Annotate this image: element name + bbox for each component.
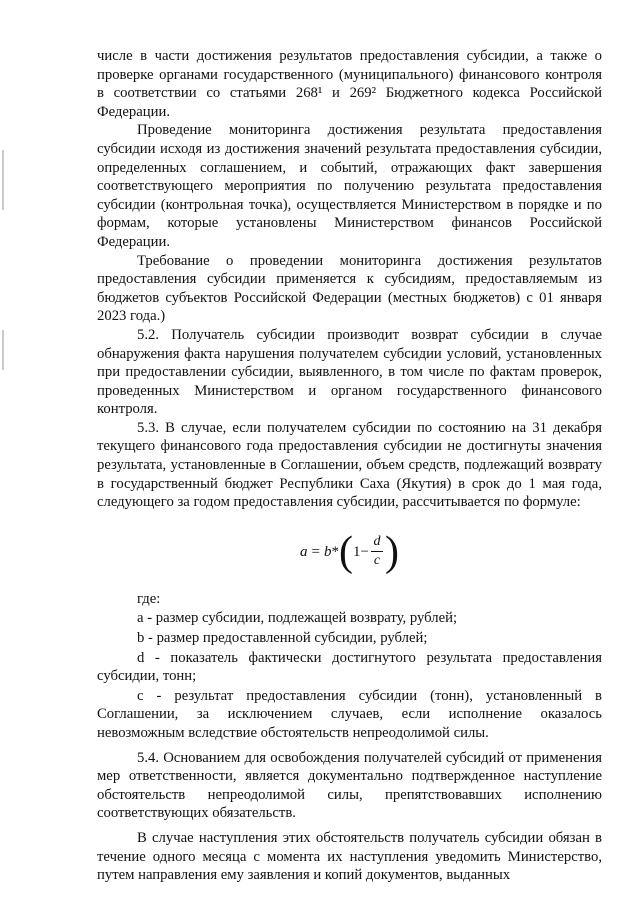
scan-edge-mark <box>2 330 4 370</box>
formula-lhs: a <box>300 543 308 560</box>
definition-b: b - размер предоставленной субсидии, рублей; <box>137 630 428 647</box>
definition-a: а - размер субсидии, подлежащей возврату, рублей; <box>137 610 458 627</box>
definition-d: d - показатель фактически достигнутого результата предоставления субсидии, тонн; <box>97 649 602 685</box>
formula-equals: = <box>311 543 320 560</box>
clause-5-3: 5.3. В случае, если получателем субсидии по состоянию на 31 декабря текущего финансового года предоставления субсидии не достигнуты значения результата, установленные в Соглашении, объем средств, подлежащий возврату в государственный бюджет Республики Саха (Якутия) в срок до 1 мая года, следующего за годом предоставления субсидии, рассчитывается по формуле: <box>97 419 602 511</box>
formula-fraction <box>371 534 383 569</box>
formula-numerator: d <box>373 534 381 550</box>
scan-edge-mark <box>2 150 4 210</box>
paragraph-requirement: Требование о проведении мониторинга достижения результатов предоставления субсидии применяется к субсидиям, предоставляемым из бюджетов субъектов Российской Федерации (местных бюджетов) с 01 января 2023 года.) <box>97 252 602 325</box>
paragraph-monitoring: Проведение мониторинга достижения результата предоставления субсидии исходя из достижения значений результата предоставления субсидии, определенных соглашением, и событий, отражающих факт завершения соответствующего мероприятия по получению результата предоставления субсидии (контрольная точка), осуществляется Министерством в порядке и по формам, которые установлены Министерством финансов Российской Федерации. <box>97 122 602 250</box>
formula-right-paren: ) <box>384 528 399 575</box>
formula-denominator: c <box>373 553 381 569</box>
clause-5-2: 5.2. Получатель субсидии производит возврат субсидии в случае обнаружения факта нарушения получателем субсидии условий, установленных при предоставлении субсидии, выявленного, в том числе по фактам проверок, проведенных Министерством и органом государственного финансового контроля. <box>97 326 602 418</box>
refund-formula <box>97 524 602 580</box>
formula-multiply: * <box>331 543 339 560</box>
formula-left-paren: ( <box>339 528 353 575</box>
formula-minus: − <box>360 543 369 560</box>
where-label: где: <box>137 590 161 607</box>
formula-b: b <box>324 543 332 560</box>
paragraph-continuation: числе в части достижения результатов предоставления субсидии, а также о проверке органами государственного (муниципального) финансового контроля в соответствии со статьями 268¹ и 269² Бюджетного кодекса Российской Федерации. <box>97 48 602 120</box>
definition-c: c - результат предоставления субсидии (тонн), установленный в Соглашении, за исключением случаев, если исполнение оказалось невозможным вследствие обстоятельств непреодолимой силы. <box>97 687 602 741</box>
paragraph-force-majeure: В случае наступления этих обстоятельств получатель субсидии обязан в течение одного месяца с момента их наступления уведомить Министерство, путем направления ему заявления и копий документов, выданных <box>97 829 602 884</box>
document-body <box>97 47 602 885</box>
formula-one: 1 <box>353 543 361 560</box>
clause-5-4: 5.4. Основанием для освобождения получателей субсидий от применения мер ответственности, является документально подтвержденное наступление обстоятельств непреодолимой силы, препятствовавших исполнению соответствующих обязательств. <box>97 749 602 822</box>
